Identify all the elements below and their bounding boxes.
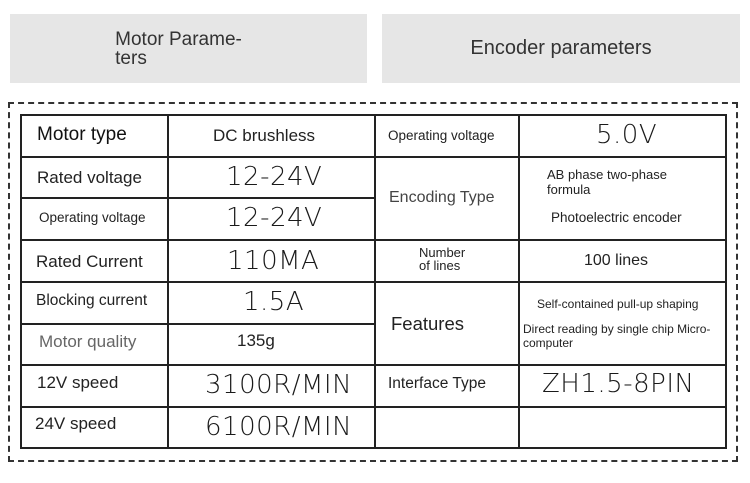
motor-quality-label: Motor quality (39, 332, 137, 351)
rated-voltage-label: Rated voltage (37, 168, 142, 187)
row-sep-l3 (20, 239, 376, 241)
speed-12v-value: 3100R/MIN (205, 370, 353, 400)
row-sep-r2 (374, 239, 727, 241)
row-sep-r1 (374, 156, 727, 158)
blocking-current-value: 1.5A (243, 287, 305, 317)
row-sep-l1 (20, 156, 376, 158)
speed-24v-label: 24V speed (35, 414, 117, 433)
encoding-type-value-line1: AB phase two-phase (547, 167, 667, 182)
features-value-1: Self-contained pull-up shaping (537, 297, 699, 311)
row-sep-r3 (374, 281, 727, 283)
row-sep-r4 (374, 364, 727, 366)
encoding-type-label: Encoding Type (389, 189, 495, 206)
interface-type-value: ZH1.5-8PIN (542, 369, 695, 399)
motor-header-line2: ters (115, 47, 147, 69)
motor-type-value: DC brushless (213, 126, 316, 145)
speed-24v-value: 6100R/MIN (205, 412, 353, 442)
features-label: Features (391, 313, 465, 334)
rated-current-label: Rated Current (36, 252, 143, 271)
features-value-2-line1: Direct reading by single chip Micro- (523, 322, 711, 336)
row-sep-l5 (20, 323, 376, 325)
blocking-current-label: Blocking current (36, 292, 148, 309)
row-sep-l7 (20, 406, 376, 408)
number-of-lines-label-line1: Number (419, 245, 466, 260)
number-of-lines-value: 100 lines (584, 252, 649, 269)
encoder-operating-voltage-label: Operating voltage (388, 128, 495, 143)
operating-voltage-value: 12-24V (226, 203, 323, 233)
rated-voltage-value: 12-24V (226, 162, 323, 192)
motor-quality-value: 135g (237, 331, 275, 350)
row-sep-l2 (20, 197, 376, 199)
motor-parameters-header (10, 14, 367, 83)
row-sep-l4 (20, 281, 376, 283)
operating-voltage-label: Operating voltage (39, 210, 146, 225)
encoder-header-label: Encoder parameters (470, 37, 652, 59)
row-sep-l6 (20, 364, 376, 366)
encoding-type-value-line2: formula (547, 182, 591, 197)
encoder-parameters-header (382, 14, 740, 83)
speed-12v-label: 12V speed (37, 373, 119, 392)
encoder-operating-voltage-value: 5.0V (596, 120, 658, 150)
motor-type-label: Motor type (37, 124, 127, 145)
motor-header-line1: Motor Parame- (115, 28, 242, 50)
interface-type-label: Interface Type (388, 375, 486, 392)
row-sep-r5 (374, 406, 727, 408)
rated-current-value: 110MA (227, 246, 320, 276)
number-of-lines-label-line2: of lines (419, 258, 461, 273)
encoding-type-value-2: Photoelectric encoder (551, 210, 682, 225)
features-value-2-line2: computer (523, 336, 574, 350)
